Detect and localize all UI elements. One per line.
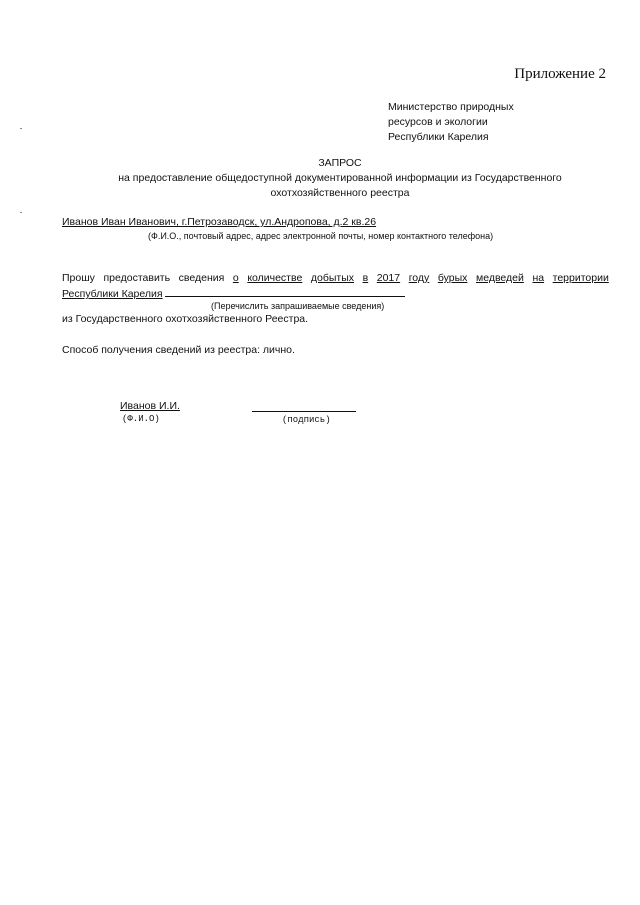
request-word: добытых [310, 272, 355, 284]
request-caption: (Перечислить запрашиваемые сведения) [211, 301, 385, 311]
request-word: Прошу [62, 272, 95, 284]
request-word: в [362, 272, 369, 284]
fill-line [165, 285, 405, 297]
addressee-line: Республики Карелия [388, 131, 489, 143]
request-line-1 [62, 271, 609, 285]
title-line: на предоставление общедоступной документированной информации из Государственного [118, 172, 562, 184]
request-word: о [232, 272, 239, 284]
request-word: предоставить [103, 272, 171, 284]
applicant-info [62, 215, 376, 229]
addressee-block [388, 100, 514, 145]
request-word: 2017 [376, 272, 401, 284]
signatory-name-caption: (Ф.И.О) [122, 414, 160, 424]
title-heading: ЗАПРОС [318, 157, 362, 169]
request-word: количестве [247, 272, 303, 284]
signatory-name: Иванов И.И. [120, 400, 180, 412]
request-word: медведей [476, 272, 524, 284]
request-word: бурых [437, 272, 468, 284]
request-region: Республики Карелия [62, 288, 163, 300]
applicant-value: Иванов Иван Иванович, г.Петрозаводск, ул.Андропова, д.2 кв.26 [62, 216, 377, 228]
request-word: на [532, 272, 545, 284]
request-source: из Государственного охотхозяйственного Реестра. [62, 313, 309, 325]
retrieval-method: Способ получения сведений из реестра: лично. [62, 344, 295, 356]
request-word: территории [552, 272, 609, 284]
request-paragraph [62, 271, 609, 301]
document-title [60, 156, 620, 201]
signature-caption: (подпись) [282, 415, 331, 425]
request-word: сведения [178, 272, 225, 284]
addressee-line: Министерство природных [388, 101, 514, 113]
request-line-2 [62, 285, 609, 301]
applicant-caption: (Ф.И.О., почтовый адрес, адрес электронной почты, номер контактного телефона) [148, 231, 494, 241]
request-word: году [408, 272, 430, 284]
signature-line [252, 411, 356, 412]
addressee-line: ресурсов и экологии [388, 116, 488, 128]
appendix-label: Приложение 2 [514, 66, 606, 82]
scan-mark [20, 212, 22, 213]
scan-mark [20, 128, 22, 129]
title-line: охотхозяйственного реестра [270, 187, 410, 199]
